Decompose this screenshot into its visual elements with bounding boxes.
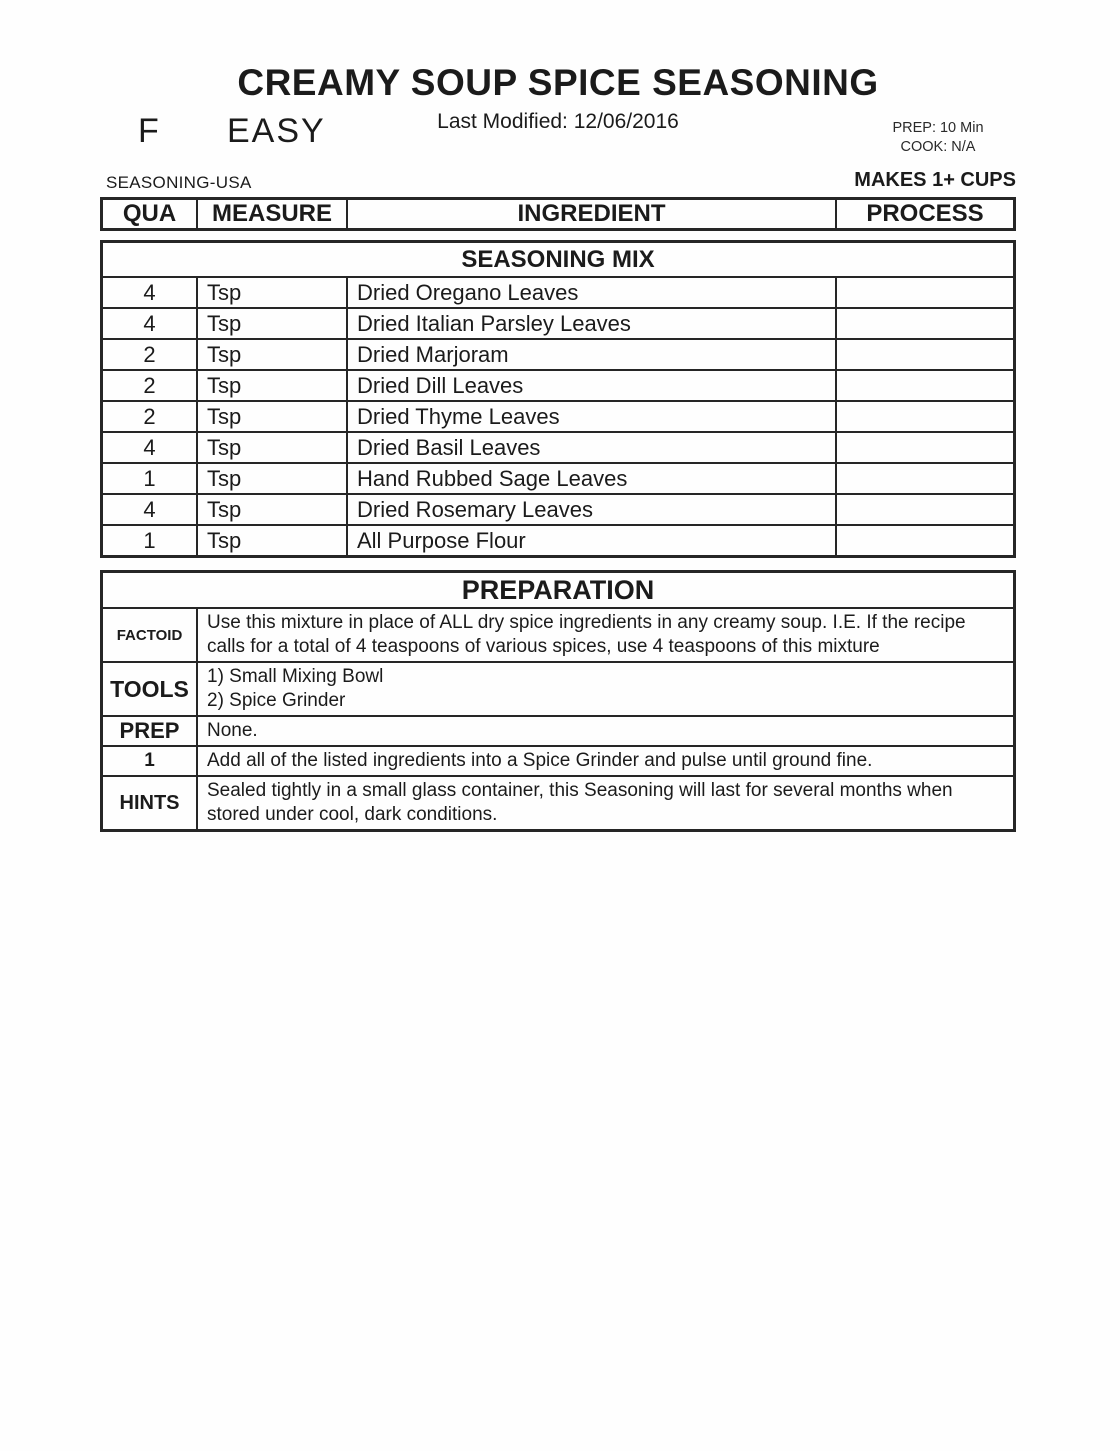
ingredient-row xyxy=(103,464,1013,495)
preparation-section-title: PREPARATION xyxy=(103,573,1013,609)
process-cell xyxy=(837,340,1013,369)
ingredient-row xyxy=(103,371,1013,402)
cook-time-text: COOK: N/A xyxy=(900,139,976,155)
recipe-title: CREAMY SOUP SPICE SEASONING xyxy=(237,62,879,103)
hints-text: Sealed tightly in a small glass container, this Seasoning will last for several months when stored under cool, dark conditions. xyxy=(207,780,953,825)
measure-cell: Tsp xyxy=(198,433,348,462)
ingredient-cell: Dried Italian Parsley Leaves xyxy=(348,309,837,338)
factoid-label: FACTOID xyxy=(103,609,198,661)
quantity-cell: 1 xyxy=(103,464,198,493)
ingredient-row xyxy=(103,309,1013,340)
tool-item: 2) Spice Grinder xyxy=(207,690,346,711)
qua-column-header: QUA xyxy=(103,200,198,228)
preparation-row-factoid xyxy=(103,609,1013,663)
ingredient-row xyxy=(103,433,1013,464)
recipe-category: SEASONING-USA xyxy=(106,173,252,192)
time-info-block xyxy=(856,119,1020,157)
prep-label: PREP xyxy=(103,717,198,745)
quantity-cell: 4 xyxy=(103,495,198,524)
yield-text: MAKES 1+ CUPS xyxy=(854,169,1016,191)
ingredient-row xyxy=(103,278,1013,309)
step-text: Add all of the listed ingredients into a Spice Grinder and pulse until ground fine. xyxy=(207,750,873,771)
ingredient-row xyxy=(103,526,1013,555)
quantity-cell: 1 xyxy=(103,526,198,555)
preparation-row-hints xyxy=(103,777,1013,829)
difficulty-label: EASY xyxy=(227,112,326,150)
process-cell xyxy=(837,464,1013,493)
ingredient-cell: Dried Oregano Leaves xyxy=(348,278,837,307)
quantity-cell: 2 xyxy=(103,340,198,369)
process-column-header: PROCESS xyxy=(866,200,984,227)
preparation-row-prep xyxy=(103,717,1013,747)
measure-cell: Tsp xyxy=(198,371,348,400)
quantity-cell: 4 xyxy=(103,278,198,307)
measure-cell: Tsp xyxy=(198,495,348,524)
tools-text xyxy=(198,663,1013,715)
measure-cell: Tsp xyxy=(198,464,348,493)
process-cell xyxy=(837,526,1013,555)
seasoning-mix-section-title: SEASONING MIX xyxy=(103,243,1013,278)
factoid-text: Use this mixture in place of ALL dry spice ingredients in any creamy soup. I.E. If the recipe calls for a total of 4 teaspoons of various spices, use 4 teaspoons of this mixture xyxy=(207,612,966,657)
process-cell xyxy=(837,402,1013,431)
ingredient-cell: Dried Rosemary Leaves xyxy=(348,495,837,524)
tools-label: TOOLS xyxy=(103,663,198,715)
ingredient-cell: Dried Marjoram xyxy=(348,340,837,369)
process-cell xyxy=(837,309,1013,338)
quantity-cell: 4 xyxy=(103,433,198,462)
preparation-row-tools xyxy=(103,663,1013,717)
prep-time-text: PREP: 10 Min xyxy=(892,120,984,136)
measure-cell: Tsp xyxy=(198,526,348,555)
process-cell xyxy=(837,495,1013,524)
ingredient-row xyxy=(103,495,1013,526)
process-cell xyxy=(837,433,1013,462)
process-cell xyxy=(837,371,1013,400)
quantity-cell: 2 xyxy=(103,402,198,431)
ingredient-cell: All Purpose Flour xyxy=(348,526,837,555)
seasoning-mix-table xyxy=(100,240,1016,558)
measure-cell: Tsp xyxy=(198,340,348,369)
measure-column-header: MEASURE xyxy=(198,200,348,228)
prep-text: None. xyxy=(207,720,258,741)
preparation-table xyxy=(100,570,1016,832)
category-flag-letter: F xyxy=(138,112,159,150)
measure-cell: Tsp xyxy=(198,278,348,307)
quantity-cell: 2 xyxy=(103,371,198,400)
ingredient-row xyxy=(103,402,1013,433)
quantity-cell: 4 xyxy=(103,309,198,338)
step-number-label: 1 xyxy=(103,747,198,775)
ingredients-header-row xyxy=(100,197,1016,231)
ingredient-cell: Dried Thyme Leaves xyxy=(348,402,837,431)
ingredient-cell: Dried Basil Leaves xyxy=(348,433,837,462)
ingredient-row xyxy=(103,340,1013,371)
ingredient-cell: Hand Rubbed Sage Leaves xyxy=(348,464,837,493)
process-cell xyxy=(837,278,1013,307)
ingredient-cell: Dried Dill Leaves xyxy=(348,371,837,400)
hints-label: HINTS xyxy=(103,777,198,829)
tool-item: 1) Small Mixing Bowl xyxy=(207,666,384,687)
measure-cell: Tsp xyxy=(198,402,348,431)
last-modified-text: Last Modified: 12/06/2016 xyxy=(437,110,679,133)
preparation-row-step-1 xyxy=(103,747,1013,777)
measure-cell: Tsp xyxy=(198,309,348,338)
ingredient-column-header: INGREDIENT xyxy=(348,200,837,228)
